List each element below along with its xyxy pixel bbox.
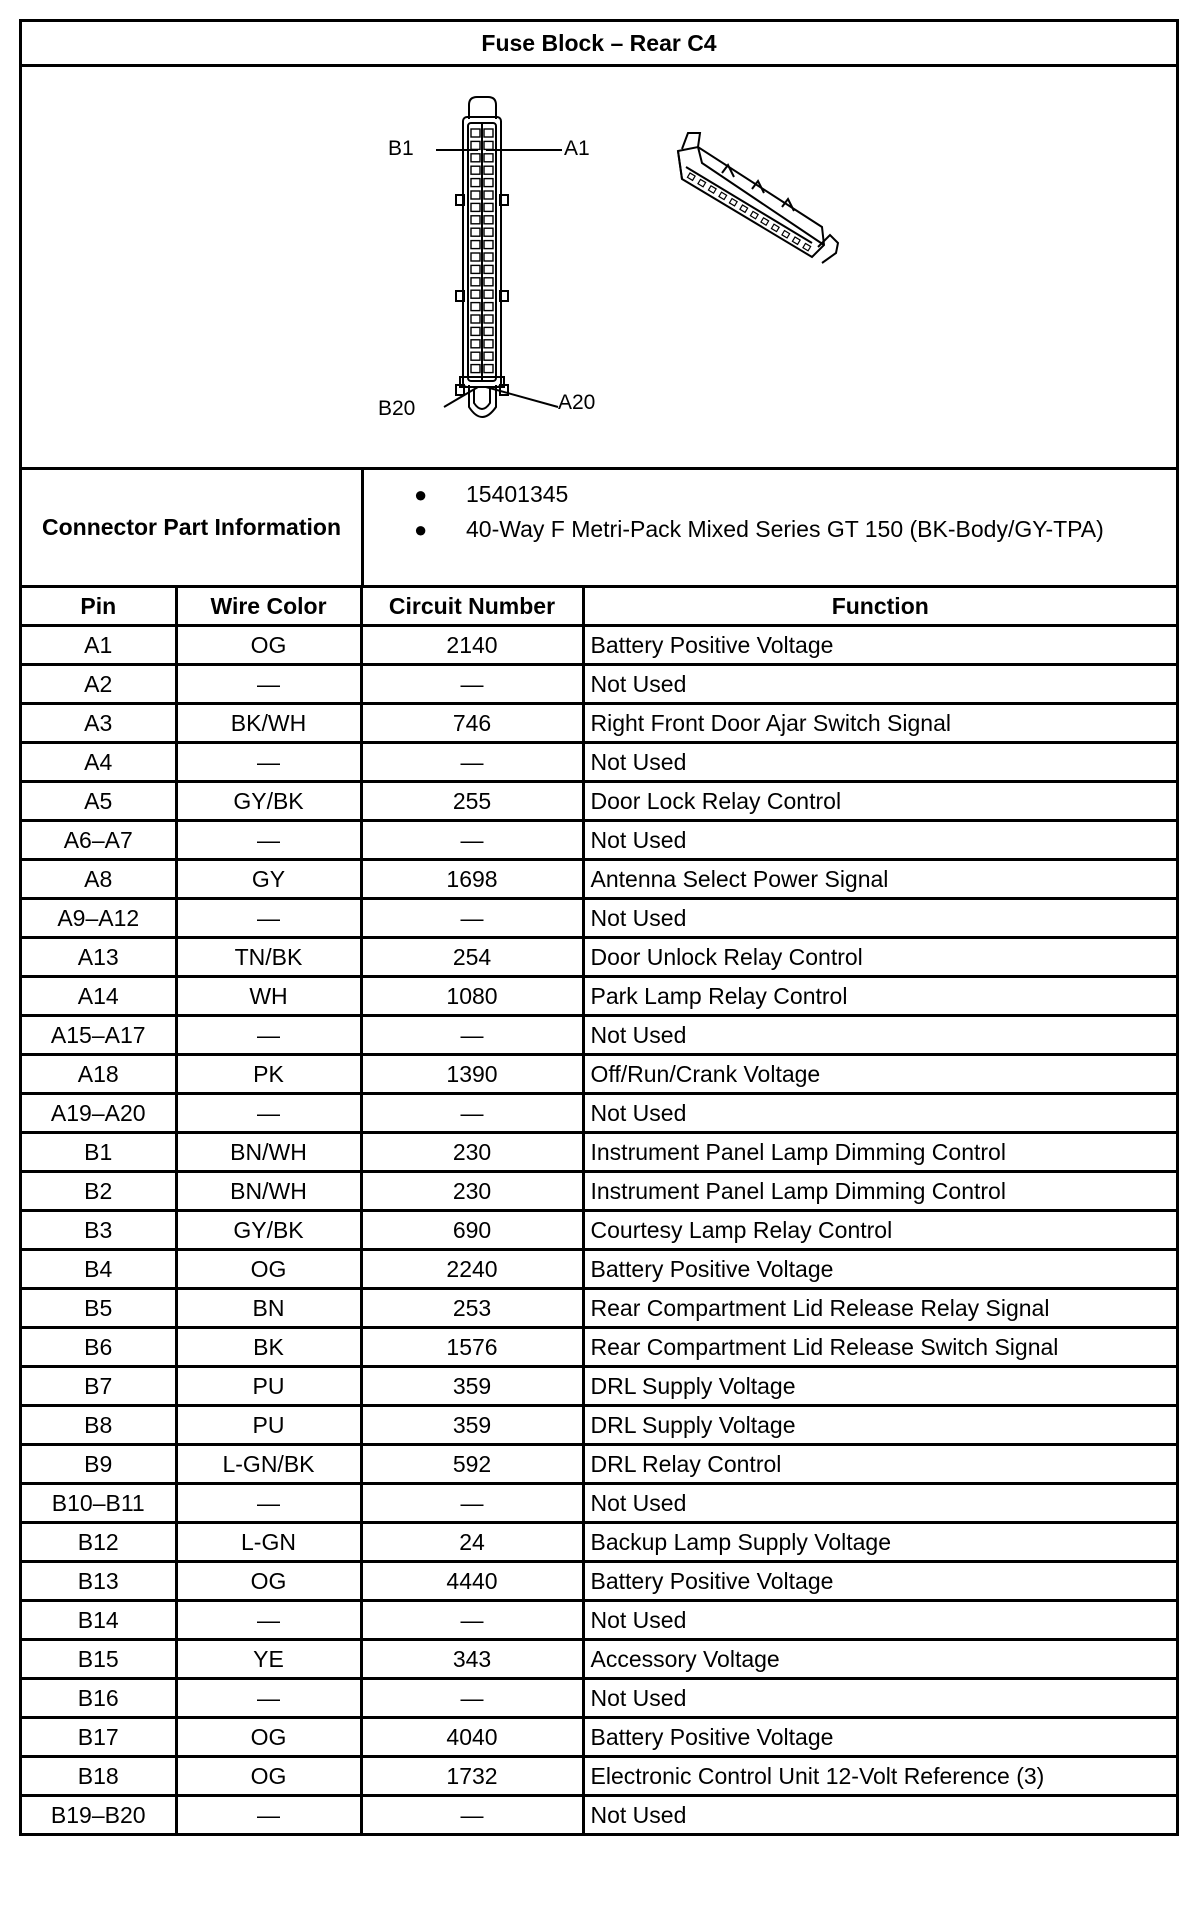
- pin-cell: A18: [22, 1055, 176, 1094]
- circuit-number-cell: 1732: [361, 1757, 583, 1796]
- pin-cell: B9: [22, 1445, 176, 1484]
- function-cell: Not Used: [583, 1601, 1176, 1640]
- table-row: [22, 1406, 1176, 1445]
- connector-info-label: Connector Part Information: [22, 470, 364, 585]
- function-cell: Courtesy Lamp Relay Control: [583, 1211, 1176, 1250]
- circuit-number-cell: 1080: [361, 977, 583, 1016]
- circuit-number-cell: 343: [361, 1640, 583, 1679]
- pin-cell: B4: [22, 1250, 176, 1289]
- circuit-number-cell: 255: [361, 782, 583, 821]
- wire-color-cell: GY: [176, 860, 361, 899]
- pin-cell: A9–A12: [22, 899, 176, 938]
- table-row: [22, 1289, 1176, 1328]
- table-row: [22, 1250, 1176, 1289]
- wire-color-cell: WH: [176, 977, 361, 1016]
- pin-cell: A2: [22, 665, 176, 704]
- pin-cell: B2: [22, 1172, 176, 1211]
- wire-color-cell: OG: [176, 1757, 361, 1796]
- wire-color-cell: YE: [176, 1640, 361, 1679]
- table-row: [22, 821, 1176, 860]
- table-row: [22, 1640, 1176, 1679]
- pin-cell: B13: [22, 1562, 176, 1601]
- circuit-number-cell: 690: [361, 1211, 583, 1250]
- circuit-number-cell: 359: [361, 1406, 583, 1445]
- table-row: [22, 1757, 1176, 1796]
- circuit-number-cell: 2240: [361, 1250, 583, 1289]
- function-cell: Rear Compartment Lid Release Switch Signal: [583, 1328, 1176, 1367]
- wire-color-cell: BK/WH: [176, 704, 361, 743]
- page-title: Fuse Block – Rear C4: [22, 22, 1176, 67]
- circuit-number-cell: 1390: [361, 1055, 583, 1094]
- circuit-number-cell: —: [361, 1484, 583, 1523]
- pin-cell: A1: [22, 626, 176, 665]
- function-cell: Electronic Control Unit 12-Volt Reference (3): [583, 1757, 1176, 1796]
- table-header-row: [22, 588, 1176, 626]
- pin-cell: B10–B11: [22, 1484, 176, 1523]
- pin-cell: B6: [22, 1328, 176, 1367]
- table-row: [22, 1328, 1176, 1367]
- table-row: [22, 1796, 1176, 1834]
- circuit-number-cell: —: [361, 1679, 583, 1718]
- table-row: [22, 899, 1176, 938]
- table-row: [22, 743, 1176, 782]
- circuit-number-cell: 4040: [361, 1718, 583, 1757]
- function-cell: Battery Positive Voltage: [583, 1250, 1176, 1289]
- function-cell: Rear Compartment Lid Release Relay Signal: [583, 1289, 1176, 1328]
- table-row: [22, 860, 1176, 899]
- header-pin: Pin: [22, 588, 176, 626]
- function-cell: Battery Positive Voltage: [583, 626, 1176, 665]
- connector-info-item: [414, 477, 1176, 512]
- header-function: Function: [583, 588, 1176, 626]
- pinout-sheet: [19, 19, 1179, 1836]
- pin-cell: B18: [22, 1757, 176, 1796]
- function-cell: Not Used: [583, 1679, 1176, 1718]
- table-row: [22, 1094, 1176, 1133]
- wire-color-cell: —: [176, 1016, 361, 1055]
- wire-color-cell: BN/WH: [176, 1133, 361, 1172]
- pin-cell: B1: [22, 1133, 176, 1172]
- connector-perspective-view: [678, 133, 838, 263]
- function-cell: Door Lock Relay Control: [583, 782, 1176, 821]
- wire-color-cell: —: [176, 821, 361, 860]
- pin-cell: B8: [22, 1406, 176, 1445]
- pin-cell: A4: [22, 743, 176, 782]
- wire-color-cell: PU: [176, 1367, 361, 1406]
- function-cell: Battery Positive Voltage: [583, 1562, 1176, 1601]
- pin-label-b1: B1: [388, 137, 414, 160]
- function-cell: Off/Run/Crank Voltage: [583, 1055, 1176, 1094]
- function-cell: Instrument Panel Lamp Dimming Control: [583, 1133, 1176, 1172]
- wire-color-cell: L-GN: [176, 1523, 361, 1562]
- wire-color-cell: L-GN/BK: [176, 1445, 361, 1484]
- circuit-number-cell: 230: [361, 1172, 583, 1211]
- table-row: [22, 1523, 1176, 1562]
- function-cell: Not Used: [583, 821, 1176, 860]
- wire-color-cell: PU: [176, 1406, 361, 1445]
- wire-color-cell: —: [176, 1094, 361, 1133]
- wire-color-cell: TN/BK: [176, 938, 361, 977]
- function-cell: Not Used: [583, 899, 1176, 938]
- connector-description: 40-Way F Metri-Pack Mixed Series GT 150 (BK-Body/GY-TPA): [466, 516, 1104, 542]
- circuit-number-cell: 253: [361, 1289, 583, 1328]
- wire-color-cell: OG: [176, 1250, 361, 1289]
- connector-drawing: [22, 67, 1176, 467]
- part-number: 15401345: [466, 481, 569, 507]
- wire-color-cell: BK: [176, 1328, 361, 1367]
- circuit-number-cell: —: [361, 1601, 583, 1640]
- pin-cell: B17: [22, 1718, 176, 1757]
- table-row: [22, 1367, 1176, 1406]
- circuit-number-cell: 2140: [361, 626, 583, 665]
- function-cell: Not Used: [583, 1094, 1176, 1133]
- connector-figure: [22, 67, 1176, 470]
- function-cell: DRL Supply Voltage: [583, 1406, 1176, 1445]
- circuit-number-cell: 359: [361, 1367, 583, 1406]
- pin-cell: B3: [22, 1211, 176, 1250]
- function-cell: Accessory Voltage: [583, 1640, 1176, 1679]
- pin-cell: A15–A17: [22, 1016, 176, 1055]
- function-cell: Instrument Panel Lamp Dimming Control: [583, 1172, 1176, 1211]
- table-row: [22, 626, 1176, 665]
- pin-label-b20: B20: [378, 397, 416, 420]
- pin-cell: B12: [22, 1523, 176, 1562]
- connector-info-list: [364, 470, 1176, 585]
- table-row: [22, 1601, 1176, 1640]
- function-cell: Park Lamp Relay Control: [583, 977, 1176, 1016]
- function-cell: Right Front Door Ajar Switch Signal: [583, 704, 1176, 743]
- pin-label-a1: A1: [564, 137, 590, 160]
- wire-color-cell: —: [176, 1679, 361, 1718]
- table-row: [22, 665, 1176, 704]
- wire-color-cell: OG: [176, 1718, 361, 1757]
- function-cell: Not Used: [583, 665, 1176, 704]
- wire-color-cell: GY/BK: [176, 1211, 361, 1250]
- table-row: [22, 704, 1176, 743]
- function-cell: Backup Lamp Supply Voltage: [583, 1523, 1176, 1562]
- function-cell: Door Unlock Relay Control: [583, 938, 1176, 977]
- wire-color-cell: —: [176, 1601, 361, 1640]
- function-cell: Not Used: [583, 1796, 1176, 1834]
- header-circuit-number: Circuit Number: [361, 588, 583, 626]
- bullet-icon: ●: [414, 481, 428, 507]
- table-row: [22, 1016, 1176, 1055]
- wire-color-cell: GY/BK: [176, 782, 361, 821]
- circuit-number-cell: —: [361, 1094, 583, 1133]
- wire-color-cell: —: [176, 899, 361, 938]
- pin-cell: B16: [22, 1679, 176, 1718]
- table-row: [22, 1211, 1176, 1250]
- circuit-number-cell: —: [361, 1016, 583, 1055]
- table-row: [22, 782, 1176, 821]
- pin-cell: A5: [22, 782, 176, 821]
- function-cell: Not Used: [583, 743, 1176, 782]
- table-row: [22, 1679, 1176, 1718]
- connector-info-item: [414, 512, 1176, 547]
- wire-color-cell: BN: [176, 1289, 361, 1328]
- wire-color-cell: BN/WH: [176, 1172, 361, 1211]
- circuit-number-cell: 24: [361, 1523, 583, 1562]
- pin-cell: A13: [22, 938, 176, 977]
- connector-front-view: [456, 97, 508, 417]
- table-row: [22, 938, 1176, 977]
- wire-color-cell: OG: [176, 1562, 361, 1601]
- header-wire-color: Wire Color: [176, 588, 361, 626]
- table-row: [22, 1055, 1176, 1094]
- wire-color-cell: OG: [176, 626, 361, 665]
- function-cell: Battery Positive Voltage: [583, 1718, 1176, 1757]
- circuit-number-cell: 592: [361, 1445, 583, 1484]
- function-cell: Not Used: [583, 1016, 1176, 1055]
- wire-color-cell: —: [176, 1796, 361, 1834]
- pin-cell: A6–A7: [22, 821, 176, 860]
- bullet-icon: ●: [414, 516, 428, 542]
- wire-color-cell: PK: [176, 1055, 361, 1094]
- pin-label-a20: A20: [558, 391, 596, 414]
- pin-cell: B15: [22, 1640, 176, 1679]
- circuit-number-cell: —: [361, 899, 583, 938]
- circuit-number-cell: —: [361, 1796, 583, 1834]
- pin-cell: B14: [22, 1601, 176, 1640]
- circuit-number-cell: 254: [361, 938, 583, 977]
- circuit-number-cell: 1576: [361, 1328, 583, 1367]
- table-row: [22, 1562, 1176, 1601]
- table-row: [22, 1718, 1176, 1757]
- table-row: [22, 977, 1176, 1016]
- circuit-number-cell: 230: [361, 1133, 583, 1172]
- pin-cell: A8: [22, 860, 176, 899]
- connector-part-info: [22, 470, 1176, 588]
- table-row: [22, 1445, 1176, 1484]
- wire-color-cell: —: [176, 1484, 361, 1523]
- pin-cell: B5: [22, 1289, 176, 1328]
- function-cell: DRL Supply Voltage: [583, 1367, 1176, 1406]
- function-cell: Not Used: [583, 1484, 1176, 1523]
- pin-cell: B19–B20: [22, 1796, 176, 1834]
- circuit-number-cell: —: [361, 821, 583, 860]
- table-row: [22, 1133, 1176, 1172]
- circuit-number-cell: 746: [361, 704, 583, 743]
- table-row: [22, 1484, 1176, 1523]
- wire-color-cell: —: [176, 665, 361, 704]
- wire-color-cell: —: [176, 743, 361, 782]
- circuit-number-cell: —: [361, 743, 583, 782]
- table-row: [22, 1172, 1176, 1211]
- pin-cell: A14: [22, 977, 176, 1016]
- circuit-number-cell: 1698: [361, 860, 583, 899]
- pin-cell: A19–A20: [22, 1094, 176, 1133]
- circuit-number-cell: —: [361, 665, 583, 704]
- pin-cell: A3: [22, 704, 176, 743]
- pin-cell: B7: [22, 1367, 176, 1406]
- pinout-table: [22, 588, 1176, 1833]
- function-cell: DRL Relay Control: [583, 1445, 1176, 1484]
- circuit-number-cell: 4440: [361, 1562, 583, 1601]
- function-cell: Antenna Select Power Signal: [583, 860, 1176, 899]
